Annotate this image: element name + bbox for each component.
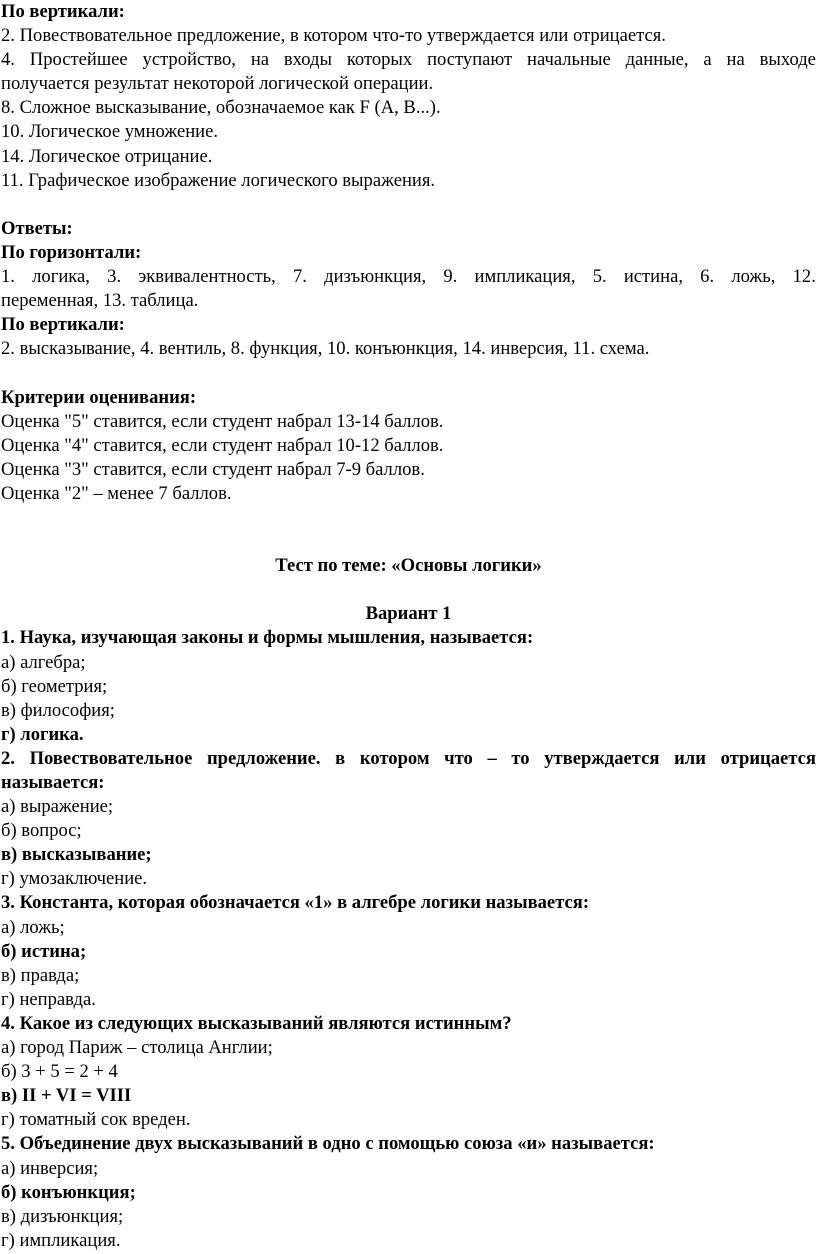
option-correct: б) конъюнкция;: [1, 1181, 136, 1203]
option-correct: г) логика.: [1, 723, 84, 745]
word: 5.: [592, 266, 607, 288]
option: а) город Париж – столица Англии;: [1, 1037, 273, 1059]
option-correct: в) высказывание;: [1, 844, 152, 866]
word: логика,: [32, 266, 90, 288]
criteria-2: Оценка "2" – менее 7 баллов.: [1, 482, 232, 504]
clue-8: 8. Сложное высказывание, обозначаемое как F (A, B...).: [1, 97, 441, 119]
word: 1.: [1, 266, 15, 288]
word: предложение.: [206, 747, 321, 769]
question-4: 4. Какое из следующих высказываний являются истинным?: [1, 1012, 512, 1034]
word: в: [335, 747, 346, 769]
criteria-heading: Критерии оценивания:: [1, 386, 197, 408]
word: Простейшее: [29, 49, 128, 71]
word: импликация,: [474, 266, 576, 288]
word: дизъюнкция,: [324, 266, 427, 288]
question-1: 1. Наука, изучающая законы и формы мышления, называется:: [1, 627, 534, 649]
answers-heading: Ответы:: [1, 217, 73, 239]
option-correct: в) II + VI = VIII: [1, 1085, 132, 1107]
word: 7.: [293, 266, 307, 288]
word: данные,: [625, 49, 689, 71]
option: а) алгебра;: [1, 651, 86, 673]
option: б) вопрос;: [1, 820, 82, 842]
answers-vertical: 2. высказывание, 4. вентиль, 8. функция, 10. конъюнкция, 14. инверсия, 11. схема.: [1, 338, 650, 360]
word: –: [487, 747, 497, 769]
option: б) 3 + 5 = 2 + 4: [1, 1061, 118, 1083]
option: в) философия;: [1, 699, 115, 721]
clue-4-line2: получается результат некоторой логической операции.: [1, 73, 434, 95]
option: б) геометрия;: [1, 675, 108, 697]
clue-10: 10. Логическое умножение.: [1, 121, 219, 143]
word: что: [444, 747, 473, 769]
word: 2.: [1, 747, 15, 769]
option: г) неправда.: [1, 988, 96, 1010]
option: в) дизъюнкция;: [1, 1205, 124, 1227]
criteria-5: Оценка "5" ставится, если студент набрал 13-14 баллов.: [1, 410, 444, 432]
clue-14: 14. Логическое отрицание.: [1, 145, 213, 167]
clue-11: 11. Графическое изображение логического выражения.: [1, 169, 436, 191]
clue-4-line1: [1, 48, 816, 72]
option: а) выражение;: [1, 796, 114, 818]
word: выходе: [759, 49, 816, 71]
word: истина,: [623, 266, 683, 288]
question-2: [1, 747, 816, 771]
word: то: [511, 747, 530, 769]
question-2-cont: называется:: [1, 772, 105, 793]
option: а) инверсия;: [1, 1157, 99, 1179]
word: устройство,: [142, 49, 236, 71]
option-correct: б) истина;: [1, 940, 87, 962]
word: или: [674, 747, 706, 769]
word: поступают: [427, 49, 513, 71]
option: а) ложь;: [1, 916, 65, 938]
answers-vertical-heading: По вертикали:: [1, 314, 125, 336]
test-title: Тест по теме: «Основы логики»: [275, 555, 542, 577]
word: входы: [283, 49, 332, 71]
answers-horizontal-line2: переменная, 13. таблица.: [1, 290, 199, 312]
clue-2: 2. Повествовательное предложение, в котором что-то утверждается или отрицается.: [1, 25, 666, 47]
word: отрицается: [720, 747, 816, 769]
word: ложь,: [731, 266, 776, 288]
word: 9.: [443, 266, 458, 288]
variant-title: Вариант 1: [365, 603, 452, 625]
answers-horizontal-line1: [1, 265, 816, 289]
question-5: 5. Объединение двух высказываний в одно с помощью союза «и» называется:: [1, 1133, 655, 1155]
word: эквивалентность,: [138, 266, 276, 288]
word: 12.: [792, 266, 816, 288]
word: утверждается: [544, 747, 660, 769]
word: 3.: [107, 266, 122, 288]
option: в) правда;: [1, 964, 80, 986]
word: 6.: [700, 266, 715, 288]
question-3: 3. Константа, которая обозначается «1» в алгебре логики называется:: [1, 892, 590, 914]
option: г) умозаключение.: [1, 868, 148, 890]
word: Повествовательное: [29, 747, 193, 769]
word: а: [703, 49, 712, 71]
word: которых: [346, 49, 413, 71]
option: г) импликация.: [1, 1229, 121, 1251]
criteria-4: Оценка "4" ставится, если студент набрал 10-12 баллов.: [1, 434, 444, 456]
answers-horizontal-heading: По горизонтали:: [1, 241, 142, 263]
word: на: [250, 49, 270, 71]
word: 4.: [1, 49, 15, 71]
vertical-heading: По вертикали:: [1, 1, 125, 22]
word: начальные: [527, 49, 611, 71]
option: г) томатный сок вреден.: [1, 1109, 191, 1131]
criteria-3: Оценка "3" ставится, если студент набрал 7-9 баллов.: [1, 458, 425, 480]
word: на: [726, 49, 745, 71]
word: котором: [359, 747, 430, 769]
